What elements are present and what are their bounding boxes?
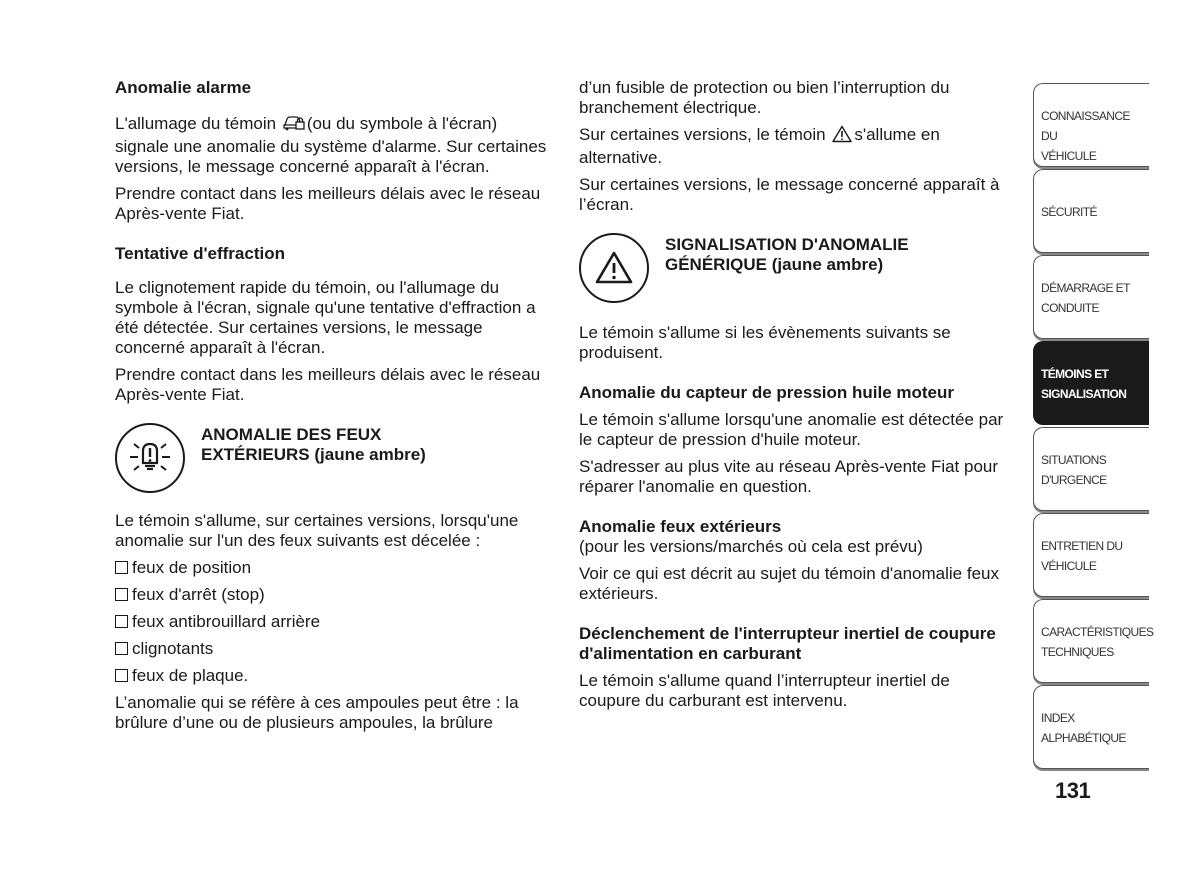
list-item: [115, 558, 555, 578]
exterior-lights-title-line1: ANOMALIE DES FEUX: [201, 425, 382, 444]
tab-label-line2: SIGNALISATION: [1041, 387, 1127, 401]
section-title-alarm-fault: Anomalie alarme: [115, 78, 252, 97]
checkbox-bullet-icon: [115, 642, 128, 655]
generic-fault-paragraph: Le témoin s'allume si les évènements suivants se produisent.: [579, 323, 951, 362]
tab-label-line1: TÉMOINS ET: [1041, 367, 1109, 381]
section-title-exterior-lights-fault: Anomalie feux extérieurs: [579, 517, 782, 536]
generic-fault-title-line2: GÉNÉRIQUE (jaune ambre): [665, 255, 884, 274]
tab-securite[interactable]: [1033, 169, 1149, 253]
tab-label-line1: CONNAISSANCE DU: [1041, 109, 1130, 143]
tab-demarrage-et-conduite[interactable]: [1033, 255, 1149, 339]
alternative-text-a: Sur certaines versions, le témoin: [579, 125, 826, 144]
oil-pressure-contact: S'adresser au plus vite au réseau Après-vente Fiat pour réparer l'anomalie en question.: [579, 457, 999, 496]
warning-triangle-icon: [832, 125, 852, 148]
tab-label-line1: CARACTÉRISTIQUES: [1041, 625, 1154, 639]
generic-fault-title-line1: SIGNALISATION D'ANOMALIE: [665, 235, 909, 254]
section-title-break-in-attempt: Tentative d'effraction: [115, 244, 285, 263]
alternative-text-b: s'allume en alternative.: [579, 125, 940, 167]
fuse-paragraph: d’un fusible de protection ou bien l’interruption du branchement électrique.: [579, 78, 950, 117]
exterior-lights-warning-title: [201, 425, 426, 465]
tab-label-line2: VÉHICULE: [1041, 149, 1097, 163]
screen-message-paragraph: Sur certaines versions, le message concerné apparaît à l’écran.: [579, 175, 1000, 214]
tab-label-line1: SÉCURITÉ: [1041, 205, 1097, 219]
tab-label-line1: SITUATIONS: [1041, 453, 1107, 467]
list-item-text: clignotants: [132, 639, 214, 658]
tab-label-line2: ALPHABÉTIQUE: [1041, 731, 1126, 745]
tab-situations-d-urgence[interactable]: [1033, 427, 1149, 511]
car-alarm-icon: [283, 112, 305, 137]
chapter-tabs: [1033, 83, 1154, 771]
tab-label-line2: CONDUITE: [1041, 301, 1099, 315]
checkbox-bullet-icon: [115, 669, 128, 682]
oil-pressure-paragraph: Le témoin s'allume lorsqu'une anomalie est détectée par le capteur de pression d'huile moteur.: [579, 410, 1004, 449]
list-item-text: feux d'arrêt (stop): [132, 585, 265, 604]
alarm-fault-paragraph: [115, 112, 555, 177]
left-column: [115, 78, 555, 733]
section-title-oil-pressure-sensor: Anomalie du capteur de pression huile moteur: [579, 383, 955, 402]
checkbox-bullet-icon: [115, 588, 128, 601]
tab-label-line2: VÉHICULE: [1041, 559, 1097, 573]
tab-temoins-et-signalisation[interactable]: [1033, 341, 1149, 425]
tab-index-alphabetique[interactable]: [1033, 685, 1149, 769]
exterior-light-fault-icon: [115, 423, 185, 493]
tab-label-line1: ENTRETIEN DU: [1041, 539, 1123, 553]
exterior-lights-cause-paragraph: L’anomalie qui se réfère à ces ampoules peut être : la brûlure d’une ou de plusieurs ampoules, la brûlure: [115, 693, 519, 732]
tab-entretien-du-vehicule[interactable]: [1033, 513, 1149, 597]
break-in-paragraph: Le clignotement rapide du témoin, ou l'allumage du symbole à l'écran, signale qu'une tentative d'effraction a été détectée. Sur certaines versions, le message concerné apparaît à l'écran.: [115, 278, 536, 357]
list-item-text: feux de plaque.: [132, 666, 249, 685]
tab-label-line2: D'URGENCE: [1041, 473, 1107, 487]
section-title-inertia-switch: Déclenchement de l'interrupteur inertiel de coupure d'alimentation en carburant: [579, 624, 996, 663]
list-item: [115, 639, 555, 659]
list-item: [115, 666, 555, 686]
list-item-text: feux antibrouillard arrière: [132, 612, 321, 631]
generic-fault-warning-title: [665, 235, 909, 275]
list-item-text: feux de position: [132, 558, 252, 577]
break-in-contact: Prendre contact dans les meilleurs délais avec le réseau Après-vente Fiat.: [115, 365, 541, 404]
warning-triangle-icon: [579, 233, 649, 303]
tab-connaissance-du-vehicule[interactable]: [1033, 83, 1149, 167]
alarm-fault-text-b: (ou du symbole à l'écran) signale une anomalie du système d'alarme. Sur certaines versions, le message concerné apparaît à l'écran.: [115, 114, 547, 176]
generic-fault-warning-block: [579, 235, 1015, 303]
exterior-lights-fault-paragraph: Voir ce qui est décrit au sujet du témoin d'anomalie feux extérieurs.: [579, 564, 999, 603]
exterior-lights-warning-block: [115, 425, 555, 493]
checkbox-bullet-icon: [115, 615, 128, 628]
tab-label-line2: TECHNIQUES: [1041, 645, 1114, 659]
tab-label-line1: DÉMARRAGE ET: [1041, 281, 1130, 295]
exterior-lights-fault-note: (pour les versions/marchés où cela est prévu): [579, 537, 923, 556]
exterior-lights-paragraph: Le témoin s'allume, sur certaines versions, lorsqu'une anomalie sur l'un des feux suivants est décelée :: [115, 511, 519, 550]
alarm-fault-contact: Prendre contact dans les meilleurs délais avec le réseau Après-vente Fiat.: [115, 184, 541, 223]
list-item: [115, 612, 555, 632]
alternative-indicator-paragraph: [579, 125, 1015, 168]
tab-label-line1: INDEX: [1041, 711, 1075, 725]
inertia-switch-paragraph: Le témoin s'allume quand l’interrupteur inertiel de coupure du carburant est intervenu.: [579, 671, 950, 710]
list-item: [115, 585, 555, 605]
alarm-fault-text-a: L'allumage du témoin: [115, 114, 277, 133]
checkbox-bullet-icon: [115, 561, 128, 574]
exterior-lights-title-line2: EXTÉRIEURS (jaune ambre): [201, 445, 426, 464]
page-number: 131: [1055, 778, 1091, 803]
right-column: [579, 78, 1015, 711]
tab-caracteristiques-techniques[interactable]: [1033, 599, 1154, 683]
